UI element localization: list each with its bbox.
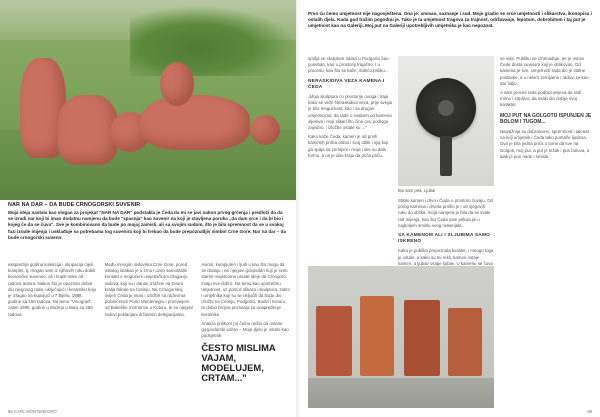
caption-heading: NAR NA DAR – DA BUDE CRNOGORSKI SUVENIR [8, 202, 141, 208]
body-text: Analiza prilikom po čemu nešto da ostane gospodarski važan – Moje djelo je ostalo kao podsjetnik [201, 320, 289, 339]
wheel-hub [438, 100, 454, 116]
photo-caption: Bio sam pisk, Ljuba! [398, 188, 436, 193]
body-text: A sam proces rada podrazumijeva da radi mirno i strpljivo, da svaki dio dobije svoj karakter. [500, 90, 582, 108]
body-text: Među mnogim radovima Crne Gore, pored ostalog istakao je u zrnu i uzeo samostalni kontakt o mogućem umjetničkom izlaganju radova, koji su i danas izloženi na Dvoru kralja Nikole na Cetinju. Na Crnogorskoj rivijeri Čeda je imao i izložbe sa radovima posvećenim Porto Montenegru i priznanjem od Bokeške mornarice u Kotoru, te su njegovi radovi poklanjani državnim delegacijama. [104, 262, 194, 317]
right-column-1 [308, 56, 394, 162]
sculpture-stand [440, 136, 452, 176]
body-text: Kako kaže Čeda, kamen je od prvih kamenih proba dobio i svoj oblik i sjaj koji ga spaja sa zemljom i moje ruke su dale formu, a on je dao kraju da priča priču. [308, 134, 389, 158]
body-text: Avioni, kompjuteri i ljudi u kao što mogu da se dodaju i svi njegovi gospodari koji je svim starim majstorima unutar ideje da Crnogorci imaju sve dobro. Na temu kao upotrebnu umjetnost, uz pomoć slikara i skulptora, zatim i umjetnika koji su se uključili da budu dio izložbi na Cetinju, Podgorici, Budvi i Kotoru, te dobio brojna priznanja za unapređenje keramike. [201, 262, 290, 317]
section-heading: NERASKIDIVA VEZA KAMENA I ČEDA [308, 78, 385, 90]
hero-photo [0, 0, 298, 200]
left-columns [8, 262, 290, 383]
left-column-3 [201, 262, 290, 383]
right-page [300, 0, 600, 417]
body-text: Stilski kamen i drvo i Čeda u prostoru čuvaju. Od prvog kamena i drveta prošlo je i od njegovih ruku do oblika, moja namjera je bila da se svaki rad mijenja, kao što Čeda sam prikazuje u najboljem smislu ovog materijala. [398, 198, 493, 228]
photo-trees [130, 6, 298, 76]
body-text: se vide. Publiku ne iznenađuje, jer je osnov Čede dosta suvenira koji je oblikovao. Od kamena je sve. Umjetnost rada dio je stalne postavke, a u nekim zemljama i radovi se kao dar šalju. [500, 56, 589, 86]
ceramic-block [316, 306, 352, 376]
left-column-2 [105, 262, 194, 383]
ceramic-blocks-photo [308, 266, 494, 408]
section-heading: MOJ PUT NA GOLGOTU ISPUNJEN JE BOLOM I TUGOM... [500, 112, 592, 125]
body-text: ekspanzija godina kolekcija i okupacija cijeli komplet, tj. mogao sam iz njihovih ruku dobiti keramičke suvenire, ali i kupiti neke od radova autora. Nakon što je upoznao dobar dio njegovog rada, uključujući i keramiku koju je izlagao na kupujući u 7 Bijelo, 1988. godine sa 150 radova. Na temu "Vinograd", zatim 1990. godine u Muzeju u Baru sa 250 radova. [8, 262, 97, 317]
ceramic-block [404, 300, 440, 376]
block-shadow [308, 378, 494, 408]
ceramic-figure [140, 95, 250, 150]
caption-text: Moja ideja nastala kao slogan za projekat "NAR NA DAR" podstakla je Čeda da mi se javi nakon prvog grčenja i predloži da da se izradi nar koji bi imao dodatnu namjenu da bude "spasnja" kao suvenir na koji je stavljena poruka „da dam srce i da bi bio i kojeg će da se čuva". Sve je kombinovano da bude po mojoj zamisli, ali sa svojim sudom, što je bila spremnost da se u svakoj fazi izrade mijenja i usklađuje sa potrebama tog suvenira koji bi trebao da bude prepoznatljiv simbol Crne Gore. Nar na dar – da bude crnogorski suvenir. [8, 210, 286, 240]
left-column-1 [8, 262, 97, 383]
body-text: Kako je publika prepoznala kvalitet, i mnogo toga je ostalo, a kako su mi rekli, kamen ostaje kamen, a ljubav ostaje ljubav. U kamenu se čuva [398, 248, 494, 266]
page-number-left: 68 CAFE MONTENEGRO [8, 409, 57, 414]
right-column-3 [500, 56, 592, 163]
body-text: Najvažnija su dobrotvorni, spremnost i talenat na koji umjetnik i Čeda tako pomaže ljudima. Ovo je bila jedna priča o tome da sve na Golgoti, moj put, a put je težak i pun bolova, a ipak je pun nade i smisla. [500, 129, 590, 159]
hero-caption [8, 202, 288, 241]
ceramic-block [448, 308, 482, 376]
ceramic-block [360, 296, 394, 376]
ceramic-figure [160, 62, 194, 106]
page-number-right: 69 [587, 409, 592, 414]
left-page [0, 0, 299, 417]
ceramic-figure [250, 115, 280, 145]
body-text: „Moja skulptura ću prostorije ovoga i traje kako se veže Neraskidiva veza, prije svega je bilo mogućnost, kao i sa drugim umjetnicima, da rade u svakom od kamena dijelova i moji slikari što čine ovu podlogu zajedno, i izložbe ostale su ..." [308, 94, 392, 131]
ceramic-figure [58, 95, 118, 165]
body-text: spolja se skulpture nalazi u Podgorici kao poseban, kao u prostoriji tragično. I u procesu, kao što se kaže, dobiću priliku... [308, 56, 389, 74]
intro-text: Prvo ću ćemo umjetnost nije nagovještena. Ona je: smisao, saznanje i sud. Moje gradio se srce umjetnosti i slikarstva, ikonopisa i ostalih djela. Kada god tražim pogodnu je. Tako je ta umjetnost tragova za trajnost, održavanje, lepotom, dobrobitom i taj put je umjetnost kao na Galeriji. Moj put na Galeriji upotrebljivih umjetnika je kao nepoznat. [308, 10, 592, 28]
right-column-2 [398, 198, 494, 276]
section-heading: SA KAMENOM ALI I SLJUBIMA SAMO ISKRENO [398, 233, 491, 245]
wheel-sculpture-photo [398, 56, 494, 186]
pull-quote: ČESTO MISLIMA VAJAM, MODELUJEM, CRTAM..." [201, 342, 276, 384]
